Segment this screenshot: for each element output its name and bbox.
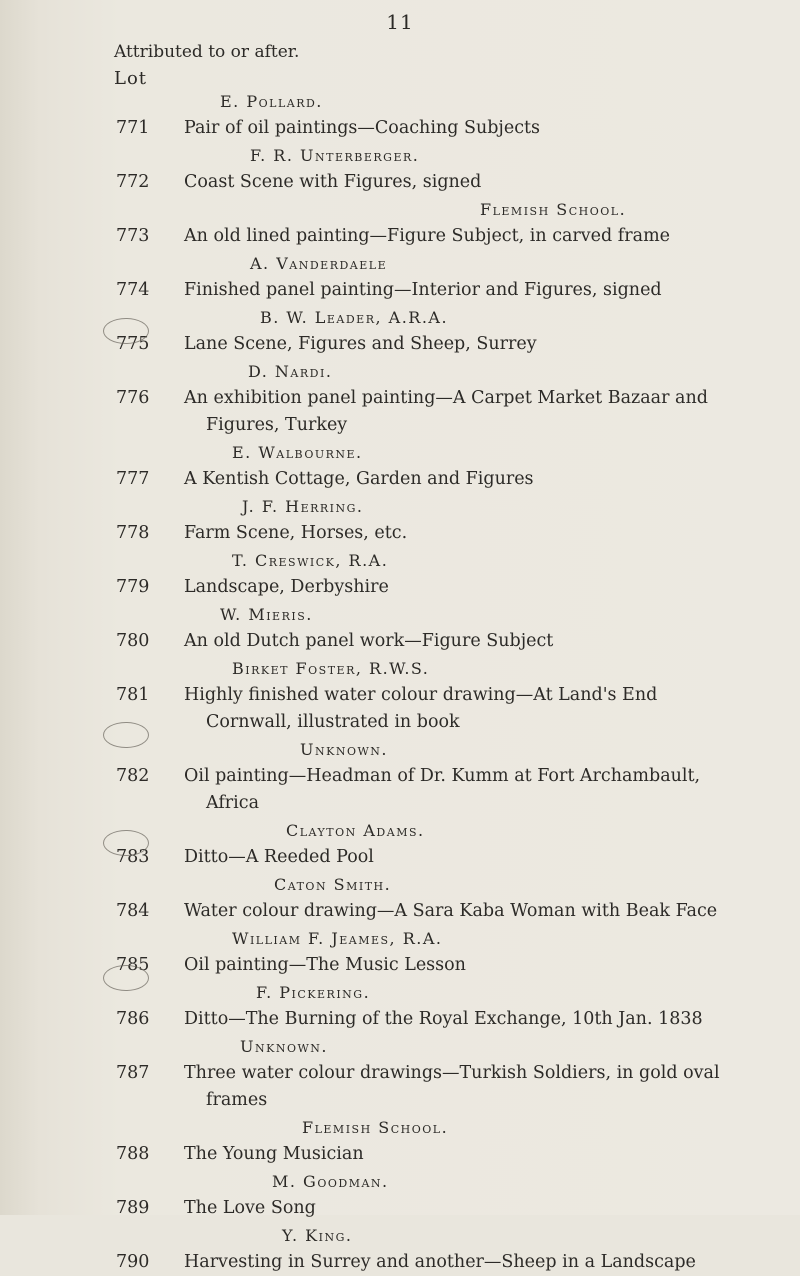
lot-number: 771	[116, 118, 150, 138]
margin-circle-mark	[103, 318, 149, 344]
lot-description-continued	[0, 1087, 800, 1114]
lot-description: Ditto—A Reeded Pool	[184, 847, 374, 867]
artist-name: Flemish School.	[480, 200, 627, 219]
lot-row	[0, 466, 800, 493]
artist-name: Unknown.	[240, 1037, 328, 1056]
artist-name: D. Nardi.	[248, 362, 333, 381]
lot-column-heading: Lot	[114, 68, 148, 89]
lot-number: 773	[116, 226, 150, 246]
lot-row	[0, 169, 800, 196]
lot-description: Water colour drawing—A Sara Kaba Woman with Beak Face	[184, 901, 718, 921]
lot-row	[0, 898, 800, 925]
lot-number: 777	[116, 469, 150, 489]
page-number: 11	[386, 10, 414, 34]
margin-circle-mark	[103, 722, 149, 748]
lot-number: 790	[116, 1252, 150, 1272]
lot-row	[0, 1006, 800, 1033]
lot-row	[0, 115, 800, 142]
artist-name: F. R. Unterberger.	[250, 146, 420, 165]
lot-description: A Kentish Cottage, Garden and Figures	[184, 469, 534, 489]
lot-number: 782	[116, 766, 150, 786]
artist-name: Clayton Adams.	[286, 821, 425, 840]
lot-description: Oil painting—The Music Lesson	[184, 955, 466, 975]
artist-name: Y. King.	[282, 1226, 353, 1245]
artist-name: Flemish School.	[302, 1118, 449, 1137]
lot-description: An old lined painting—Figure Subject, in carved frame	[184, 226, 671, 246]
lot-description: Farm Scene, Horses, etc.	[184, 523, 408, 543]
section-header: Attributed to or after.	[114, 42, 300, 62]
lot-number: 780	[116, 631, 150, 651]
lot-row	[0, 1249, 800, 1276]
lot-row	[0, 1195, 800, 1222]
lot-number: 785	[116, 955, 150, 975]
artist-name: William F. Jeames, R.A.	[232, 929, 443, 948]
lot-number: 784	[116, 901, 150, 921]
lot-number: 788	[116, 1144, 150, 1164]
lot-description: The Young Musician	[184, 1144, 364, 1164]
lot-description: The Love Song	[184, 1198, 316, 1218]
lot-description: frames	[206, 1090, 268, 1110]
margin-circle-mark	[103, 830, 149, 856]
lot-description-continued	[0, 790, 800, 817]
artist-name: T. Creswick, R.A.	[232, 551, 389, 570]
artist-name: Unknown.	[300, 740, 388, 759]
lot-number: 778	[116, 523, 150, 543]
artist-name: Caton Smith.	[274, 875, 392, 894]
lot-description: Ditto—The Burning of the Royal Exchange, 10th Jan. 1838	[184, 1009, 703, 1029]
lot-row	[0, 385, 800, 412]
lot-description: An exhibition panel painting—A Carpet Market Bazaar and	[184, 388, 708, 408]
lot-row	[0, 682, 800, 709]
artist-name: F. Pickering.	[256, 983, 371, 1002]
artist-name: J. F. Herring.	[242, 497, 364, 516]
lot-row	[0, 1060, 800, 1087]
lot-row	[0, 520, 800, 547]
lot-description: Highly finished water colour drawing—At Land's End	[184, 685, 658, 705]
lot-description-continued	[0, 412, 800, 439]
artist-name: E. Pollard.	[220, 92, 323, 111]
lot-number: 787	[116, 1063, 150, 1083]
lot-number: 776	[116, 388, 150, 408]
lot-description: Figures, Turkey	[206, 415, 348, 435]
artist-name: B. W. Leader, A.R.A.	[260, 308, 449, 327]
lot-description: An old Dutch panel work—Figure Subject	[184, 631, 554, 651]
lot-number: 786	[116, 1009, 150, 1029]
lot-entries	[0, 88, 800, 1276]
lot-number: 789	[116, 1198, 150, 1218]
lot-description: Coast Scene with Figures, signed	[184, 172, 482, 192]
artist-name: A. Vanderdaele	[250, 254, 388, 273]
lot-row	[0, 628, 800, 655]
lot-number: 772	[116, 172, 150, 192]
lot-description: Three water colour drawings—Turkish Soldiers, in gold oval	[184, 1063, 720, 1083]
lot-description: Finished panel painting—Interior and Figures, signed	[184, 280, 662, 300]
lot-number: 781	[116, 685, 150, 705]
lot-description: Pair of oil paintings—Coaching Subjects	[184, 118, 541, 138]
lot-number: 774	[116, 280, 150, 300]
lot-row	[0, 223, 800, 250]
lot-description: Africa	[206, 793, 260, 813]
lot-number: 779	[116, 577, 150, 597]
lot-row	[0, 763, 800, 790]
lot-row	[0, 277, 800, 304]
artist-name: W. Mieris.	[220, 605, 313, 624]
lot-description: Landscape, Derbyshire	[184, 577, 389, 597]
lot-description: Lane Scene, Figures and Sheep, Surrey	[184, 334, 537, 354]
lot-description: Harvesting in Surrey and another—Sheep in a Landscape	[184, 1252, 696, 1272]
lot-description: Cornwall, illustrated in book	[206, 712, 460, 732]
lot-row	[0, 1141, 800, 1168]
artist-name: E. Walbourne.	[232, 443, 363, 462]
lot-number: 783	[116, 847, 150, 867]
artist-name: Birket Foster, R.W.S.	[232, 659, 430, 678]
margin-circle-mark	[103, 965, 149, 991]
lot-row	[0, 574, 800, 601]
lot-description: Oil painting—Headman of Dr. Kumm at Fort Archambault,	[184, 766, 701, 786]
lot-number: 775	[116, 334, 150, 354]
artist-name: M. Goodman.	[272, 1172, 389, 1191]
